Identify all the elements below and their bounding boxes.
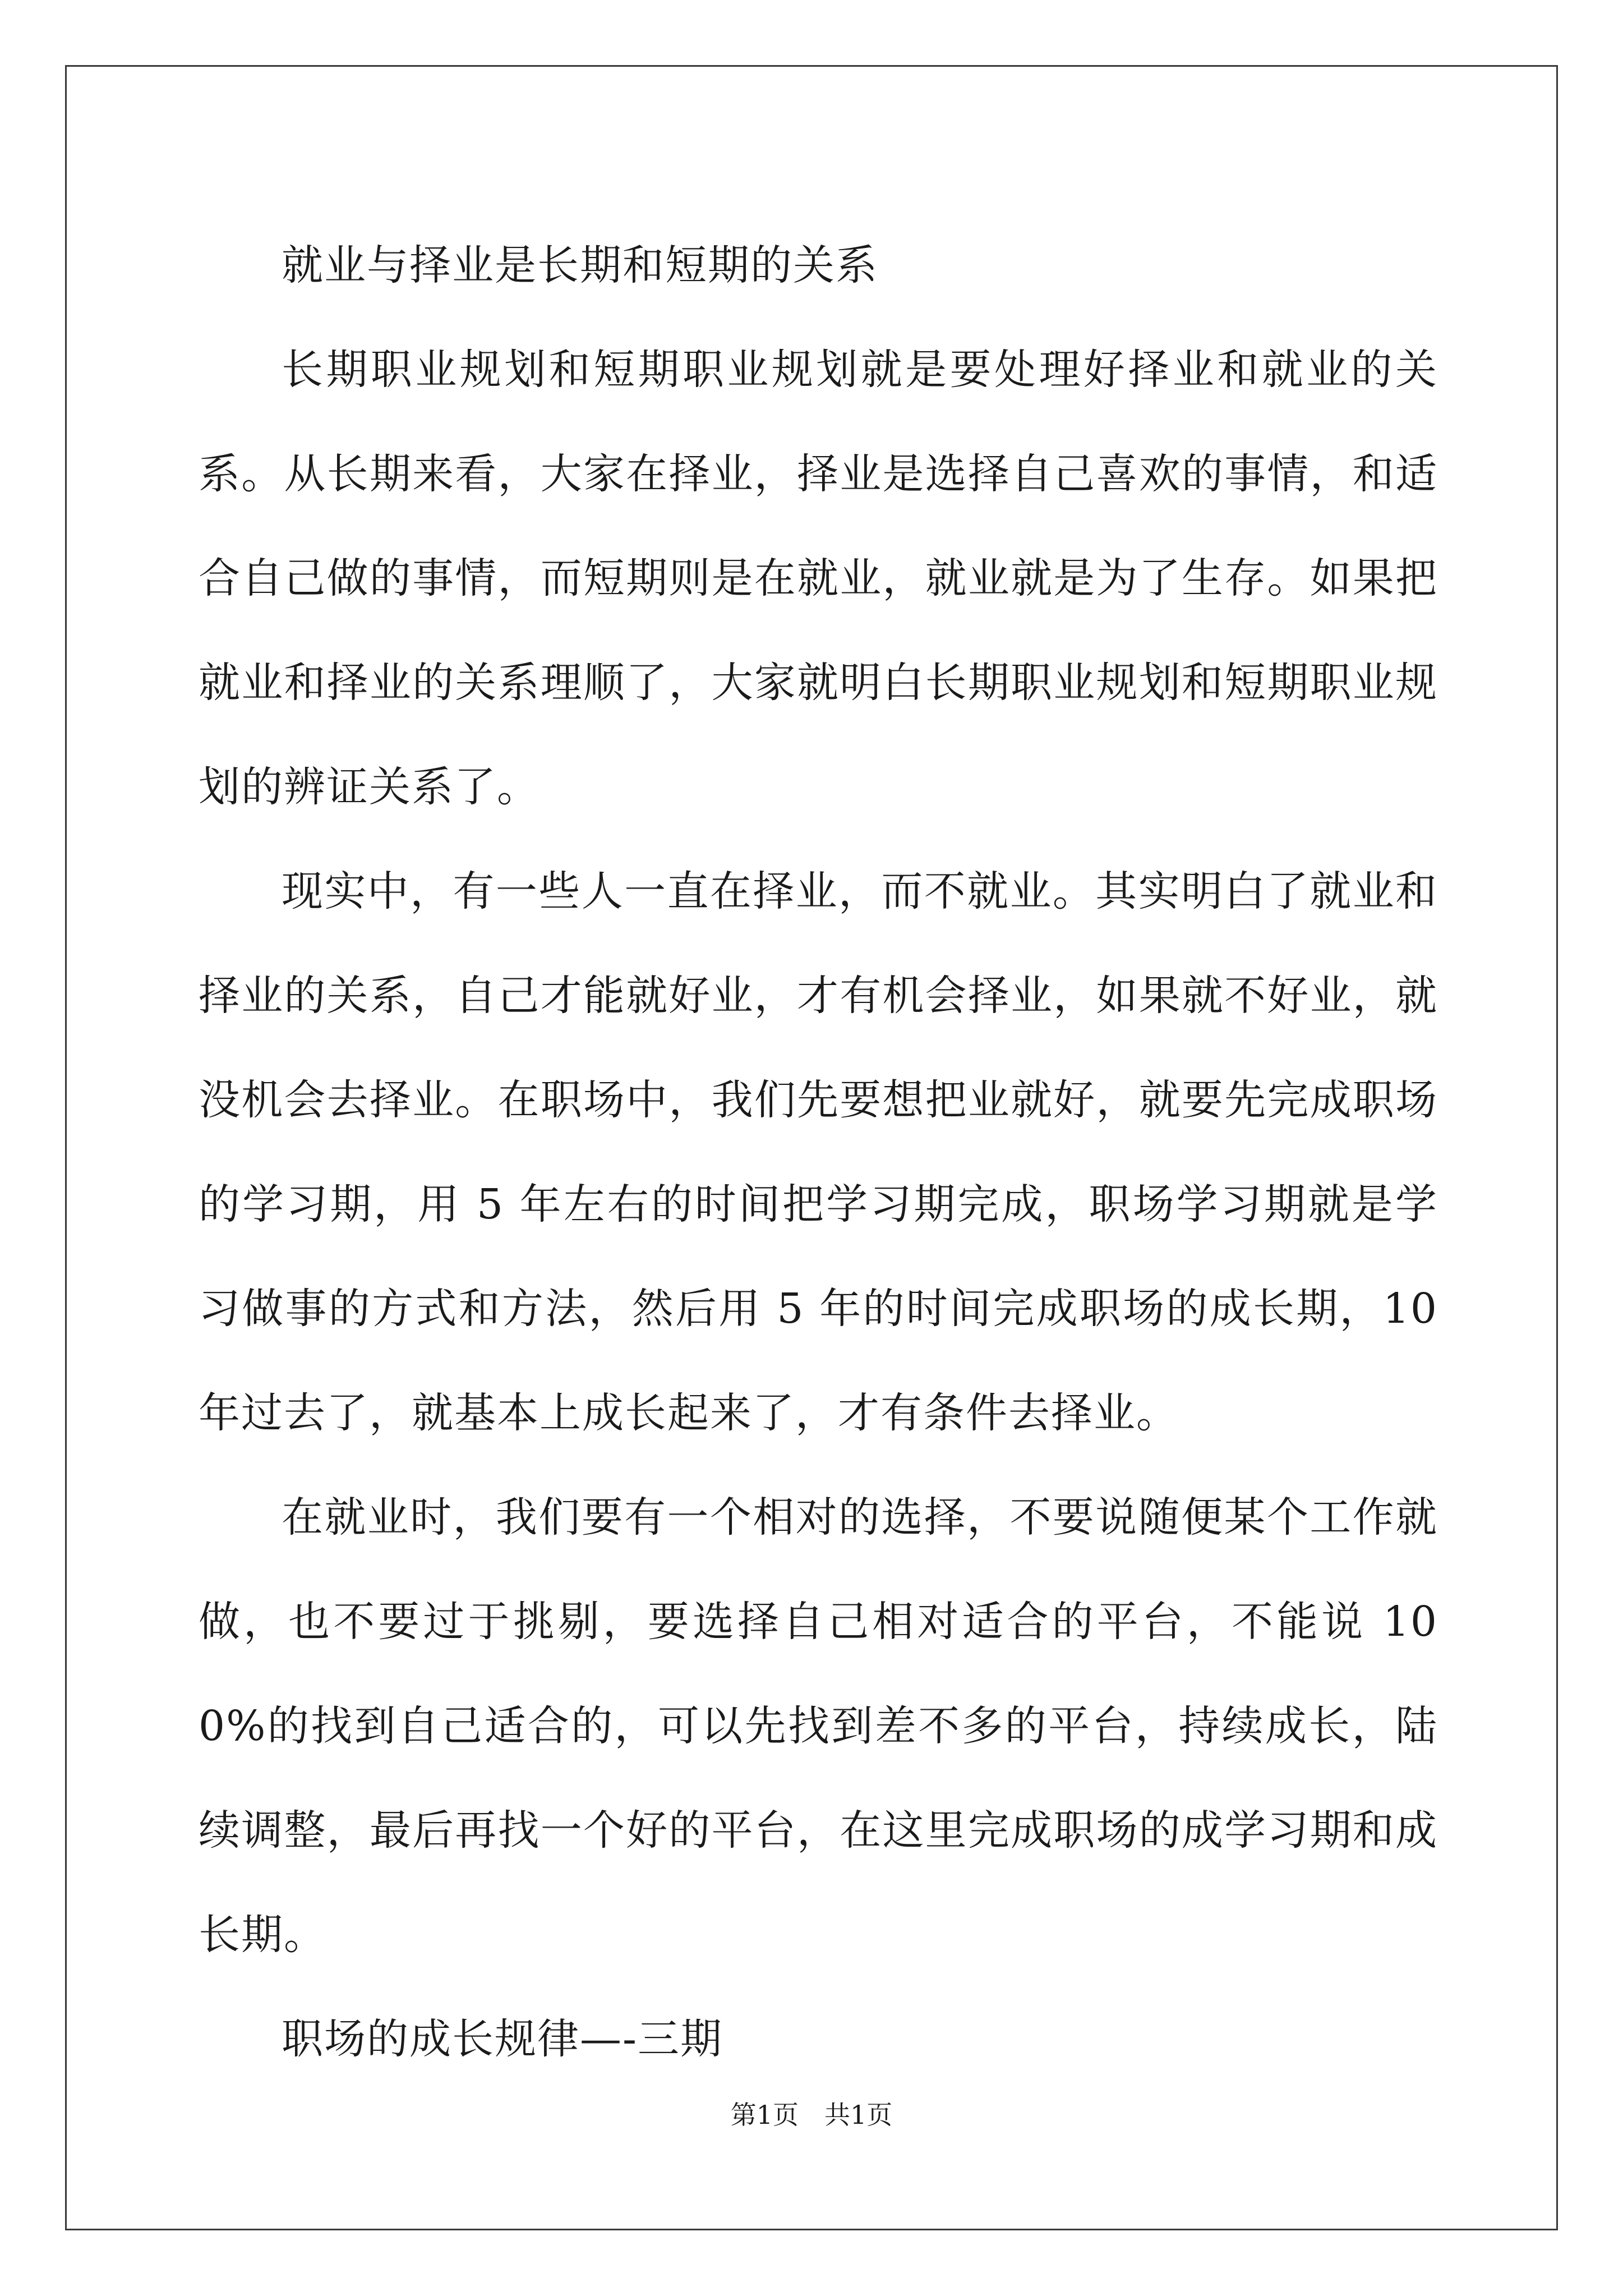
section-heading-employment-vs-career-choice: 就业与择业是长期和短期的关系 <box>282 241 878 289</box>
page-footer: 第1页 共1页 <box>730 2100 893 2130</box>
paragraph-long-short-term-planning: 长期职业规划和短期职业规划就是要处理好择业和就业的关系。从长期来看，大家在择业，择业是选择自己喜欢的事情，和适合自己做的事情，而短期则是在就业，就业就是为了生存。如果把就业和择业的关系理顺了，大家就明白长期职业规划和短期职业规划的辨证关系了。 <box>199 346 1438 811</box>
document-body <box>199 213 1438 2091</box>
paragraph-choosing-platform: 在就业时，我们要有一个相对的选择，不要说随便某个工作就做，也不要过于挑剔，要选择自己相对适合的平台，不能说 100%的找到自己适合的，可以先找到差不多的平台，持续成长，陆续调整，最后再找一个好的平台，在这里完成职场的成学习期和成长期。 <box>199 1493 1438 1959</box>
paragraph-reality-of-career-choice: 现实中，有一些人一直在择业，而不就业。其实明白了就业和择业的关系，自己才能就好业，才有机会择业，如果就不好业，就没机会去择业。在职场中，我们先要想把业就好，就要先完成职场的学习期，用 5 年左右的时间把学习期完成，职场学习期就是学习做事的方式和方法，然后用 5 年的时间完成职场的成长期，10 年过去了，就基本上成长起来了，才有条件去择业。 <box>199 867 1438 1437</box>
section-heading-growth-stages: 职场的成长规律—-三期 <box>282 2015 723 2063</box>
